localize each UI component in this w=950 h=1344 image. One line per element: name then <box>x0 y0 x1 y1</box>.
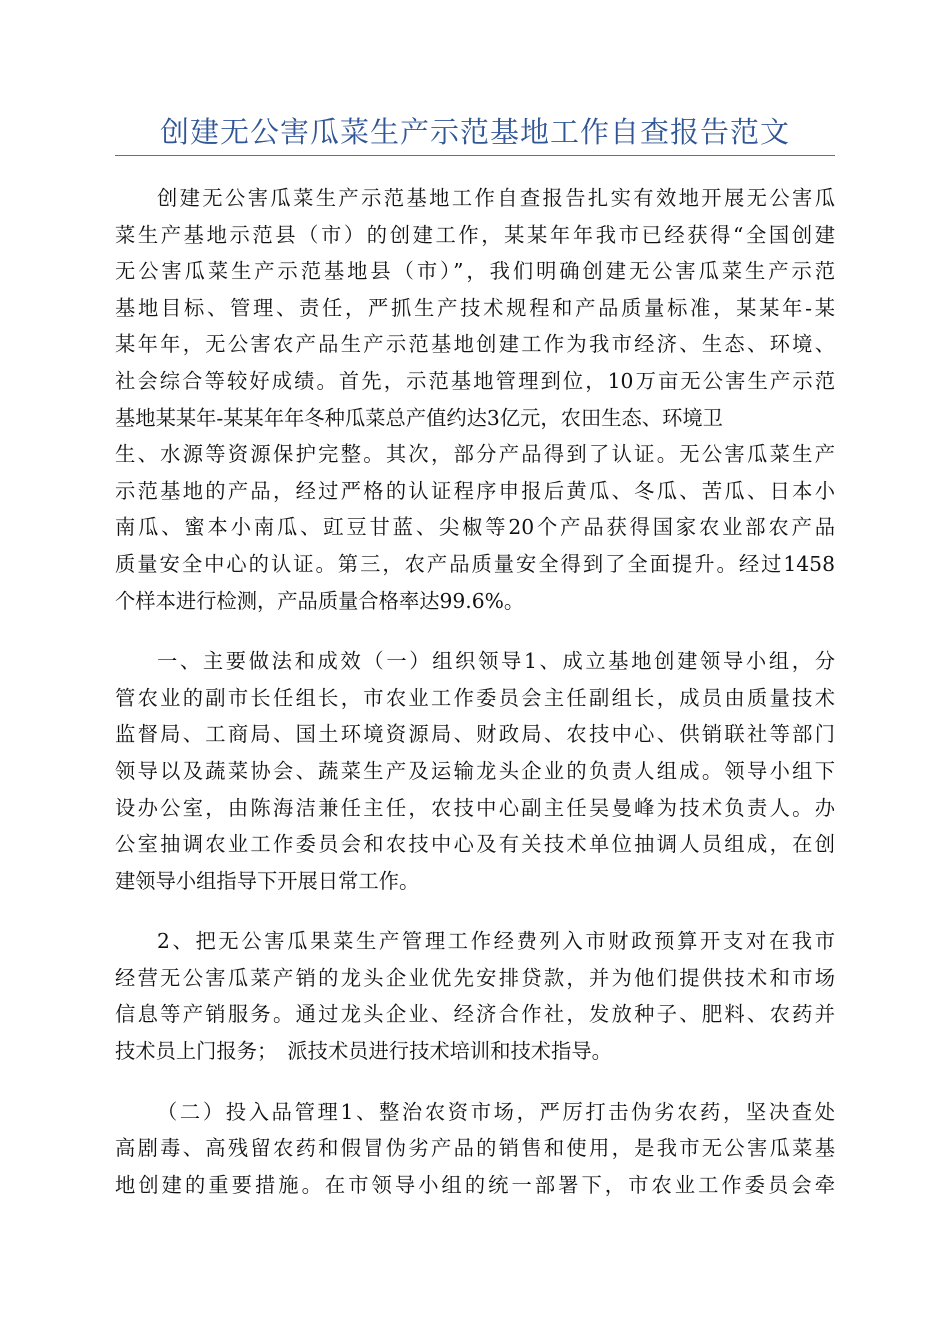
paragraph-line: 公室抽调农业工作委员会和农技中心及有关技术单位抽调人员组成，在创 <box>115 832 835 857</box>
paragraph-line: 创建无公害瓜菜生产示范基地工作自查报告扎实有效地开展无公害瓜 <box>157 186 835 210</box>
paragraph-line: 经营无公害瓜菜产销的龙头企业优先安排贷款，并为他们提供技术和市场 <box>115 965 835 990</box>
paragraph-line: 基地目标、管理、责任，严抓生产技术规程和产品质量标准，某某年-某 <box>115 295 835 320</box>
paragraph-line: 监督局、工商局、国土环境资源局、财政局、农技中心、供销联社等部门 <box>115 722 835 747</box>
paragraph-line: 管农业的副市长任组长，市农业工作委员会主任副组长，成员由质量技术 <box>115 685 835 710</box>
paragraph-line: 质量安全中心的认证。第三，农产品质量安全得到了全面提升。经过1458 <box>115 551 835 576</box>
paragraph-line: （二）投入品管理1、整治农资市场，严厉打击伪劣农药，坚决查处 <box>157 1099 835 1124</box>
paragraph-line: 技术员上门报务； 派技术员进行技术培训和技术指导。 <box>115 1039 612 1064</box>
paragraph-line: 个样本进行检测，产品质量合格率达99.6%。 <box>115 588 525 613</box>
document-title: 创建无公害瓜菜生产示范基地工作自查报告范文 <box>159 115 790 149</box>
title-underline <box>115 155 835 156</box>
paragraph-line: 高剧毒、高残留农药和假冒伪劣产品的销售和使用，是我市无公害瓜菜基 <box>115 1136 835 1161</box>
paragraph-item-two <box>115 923 835 1069</box>
paragraph-line: 领导以及蔬菜协会、蔬菜生产及运输龙头企业的负责人组成。领导小组下 <box>115 758 835 783</box>
paragraph-line: 菜生产基地示范县（市）的创建工作，某某年年我市已经获得“全国创建 <box>115 222 835 247</box>
paragraph-line: 设办公室，由陈海洁兼任主任，农技中心副主任吴曼峰为技术负责人。办 <box>115 795 835 820</box>
paragraph-line: 社会综合等较好成绩。首先，示范基地管理到位，10万亩无公害生产示范 <box>115 368 835 393</box>
paragraph-line: 地创建的重要措施。在市领导小组的统一部署下，市农业工作委员会牵 <box>115 1172 835 1197</box>
paragraph-line: 建领导小组指导下开展日常工作。 <box>115 868 420 893</box>
paragraph-line: 无公害瓜菜生产示范基地县（市）”，我们明确创建无公害瓜菜生产示范 <box>115 259 835 284</box>
paragraph-line: 2、把无公害瓜果菜生产管理工作经费列入市财政预算开支对在我市 <box>157 929 835 954</box>
paragraph-line: 南瓜、蜜本小南瓜、豇豆甘蓝、尖椒等20个产品获得国家农业部农产品 <box>115 515 835 540</box>
paragraph-line: 示范基地的产品，经过严格的认证程序申报后黄瓜、冬瓜、苦瓜、日本小 <box>115 478 835 503</box>
paragraph-line: 信息等产销服务。通过龙头企业、经济合作社，发放种子、肥料、农药并 <box>115 1002 835 1027</box>
paragraph-line: 生、水源等资源保护完整。其次，部分产品得到了认证。无公害瓜菜生产 <box>115 442 835 467</box>
document-body <box>115 180 835 1227</box>
paragraph-line: 某年年，无公害农产品生产示范基地创建工作为我市经济、生态、环境、 <box>115 332 835 357</box>
paragraph-line: 一、主要做法和成效（一）组织领导1、成立基地创建领导小组，分 <box>157 649 835 674</box>
paragraph-section-two <box>115 1094 835 1204</box>
paragraph-section-one <box>115 643 835 899</box>
paragraph-intro <box>115 180 835 619</box>
paragraph-line: 基地某某年-某某年年冬种瓜菜总产值约达3亿元，农田生态、环境卫 <box>115 405 723 430</box>
